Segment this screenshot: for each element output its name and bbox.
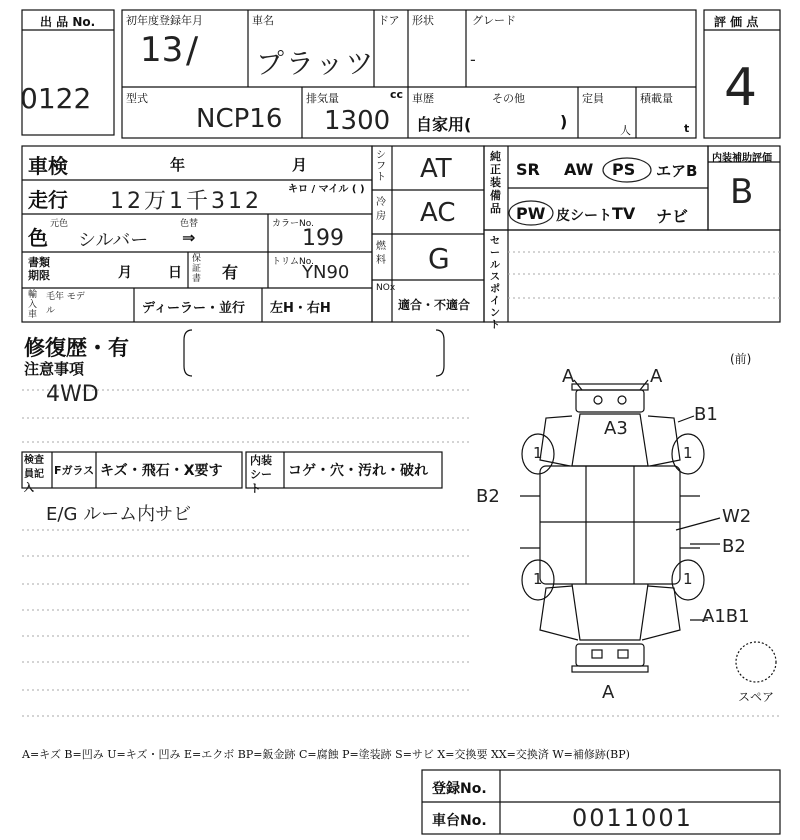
capacity-label: 定員 (582, 92, 604, 105)
warranty-label: 保証書 (192, 254, 202, 284)
mileage-value: 12万1千312 (110, 189, 262, 214)
equip-aw: AW (564, 160, 594, 179)
ac-value: AC (420, 198, 456, 228)
type-label: 型式 (126, 92, 148, 105)
mark-b2-right: B2 (722, 536, 746, 557)
equip-ps: PS (612, 160, 636, 179)
mark-w2-right: W2 (722, 506, 752, 527)
capacity-unit: 人 (620, 124, 631, 137)
equip-tv: TV (612, 204, 636, 223)
color-label: 色 (28, 226, 48, 250)
tire-rear-left: 1 (533, 570, 543, 588)
docs-month: 月 (118, 265, 132, 281)
load-label: 積載量 (640, 92, 673, 105)
mileage-label: 走行 (28, 188, 68, 212)
dealer-label: ディーラー・並行 (142, 301, 245, 316)
nox-value: 適合・不適合 (398, 298, 471, 312)
fuel-label: 燃料 (376, 241, 386, 266)
repair-label: 修復歴・有 (24, 336, 129, 360)
handle-label: 左H・右H (270, 301, 331, 316)
notes-value: 4WD (46, 382, 99, 407)
nox-label: NOx (376, 283, 396, 293)
sales-label: セールスポイント (490, 236, 500, 331)
year-label: 初年度登録年月 (126, 14, 203, 27)
mark-a-rear: A (602, 682, 615, 703)
shift-label: シフト (376, 150, 386, 183)
history-close: ) (560, 112, 568, 131)
glass-items: キズ・飛石・X要す (100, 463, 223, 479)
mark-b2-left: B2 (476, 486, 500, 507)
model-name-value: プラッツ (256, 47, 376, 80)
import-label: 輸入車 (28, 290, 38, 320)
mark-a-front-right: A (650, 366, 663, 387)
shape-label: 形状 (412, 14, 434, 27)
chassis-label: 車台No. (432, 813, 487, 829)
equipment-label: 純正装備品 (490, 150, 501, 215)
history-value: 自家用( (416, 115, 472, 134)
color-value: シルバー (78, 230, 149, 251)
tire-rear-right: 1 (683, 570, 693, 588)
displacement-unit: cc (390, 88, 404, 101)
displacement-value: 1300 (324, 106, 391, 136)
equip-navi: ナビ (656, 207, 689, 226)
inspection-month-unit: 月 (292, 156, 308, 174)
door-label: ドア (378, 14, 400, 27)
warranty-value: 有 (222, 263, 239, 282)
front-label: (前) (730, 352, 752, 366)
color-no-value: 199 (302, 226, 344, 251)
load-unit: t (684, 122, 690, 135)
mileage-unit: キロ / マイル ( ) (288, 184, 365, 195)
year-slash: / (186, 30, 199, 71)
history-other: その他 (492, 92, 525, 105)
score-value: 4 (724, 58, 758, 118)
glass-label: Fガラス (54, 464, 95, 477)
inspector-label: 検査員記入 (24, 455, 44, 494)
lot-label: 出 品 No. (40, 15, 96, 29)
interior-label: 内装補助評価 (712, 153, 772, 164)
equip-pw: PW (516, 204, 546, 223)
mark-b1-fender: B1 (694, 404, 718, 425)
trim-value: YN90 (302, 262, 350, 283)
history-label: 車歴 (412, 92, 434, 105)
interior-sheet-label: 内装シート (250, 454, 272, 495)
notes-label: 注意事項 (24, 360, 85, 378)
docs-day: 日 (168, 265, 182, 281)
score-label: 評 価 点 (714, 15, 759, 29)
trim-label: トリムNo. (272, 257, 314, 267)
color-no-label: カラーNo. (272, 219, 314, 229)
mark-a-front-left: A (562, 366, 575, 387)
equip-leather: 皮シート (556, 208, 612, 224)
equip-airbag: エアB (656, 162, 698, 180)
inspector-comment: E/G ルーム内サビ (46, 504, 192, 525)
inspection-label: 車検 (28, 154, 68, 178)
mark-a3-hood: A3 (604, 418, 628, 439)
tire-front-left: 1 (533, 444, 543, 462)
spare-label: スペア (738, 690, 775, 704)
lot-number: 0122 (20, 82, 92, 115)
color-orig-label: 元色 (50, 219, 69, 229)
registration-label: 登録No. (432, 781, 487, 797)
legend: A=キズ B=凹み U=キズ・凹み E=エクボ BP=鈑金跡 C=腐蝕 P=塗装跡 S=サビ X=交換要 XX=交換済 W=補修跡(BP) (22, 748, 630, 761)
fuel-value: G (428, 242, 450, 275)
inspection-year-unit: 年 (170, 156, 186, 174)
chassis-value: 0011001 (572, 804, 693, 832)
grade-label: グレード (472, 14, 516, 27)
type-value: NCP16 (196, 104, 283, 134)
equip-sr: SR (516, 160, 540, 179)
shift-value: AT (420, 154, 452, 184)
color-change-label: 色替 (180, 219, 199, 229)
year-value: 13 (140, 30, 184, 70)
grade-value: - (470, 50, 476, 69)
tire-front-right: 1 (683, 444, 693, 462)
interior-sheet-items: コゲ・穴・汚れ・破れ (288, 463, 428, 479)
import-sub: 毛年 モデル (46, 292, 85, 316)
model-name-label: 車名 (252, 14, 274, 27)
color-change-arrow: ⇒ (182, 228, 196, 247)
mark-a1b1-rear: A1B1 (702, 606, 750, 627)
docs-label: 書類期限 (28, 256, 50, 282)
interior-value: B (730, 172, 754, 212)
displacement-label: 排気量 (306, 92, 339, 105)
ac-label: 冷房 (376, 197, 386, 222)
